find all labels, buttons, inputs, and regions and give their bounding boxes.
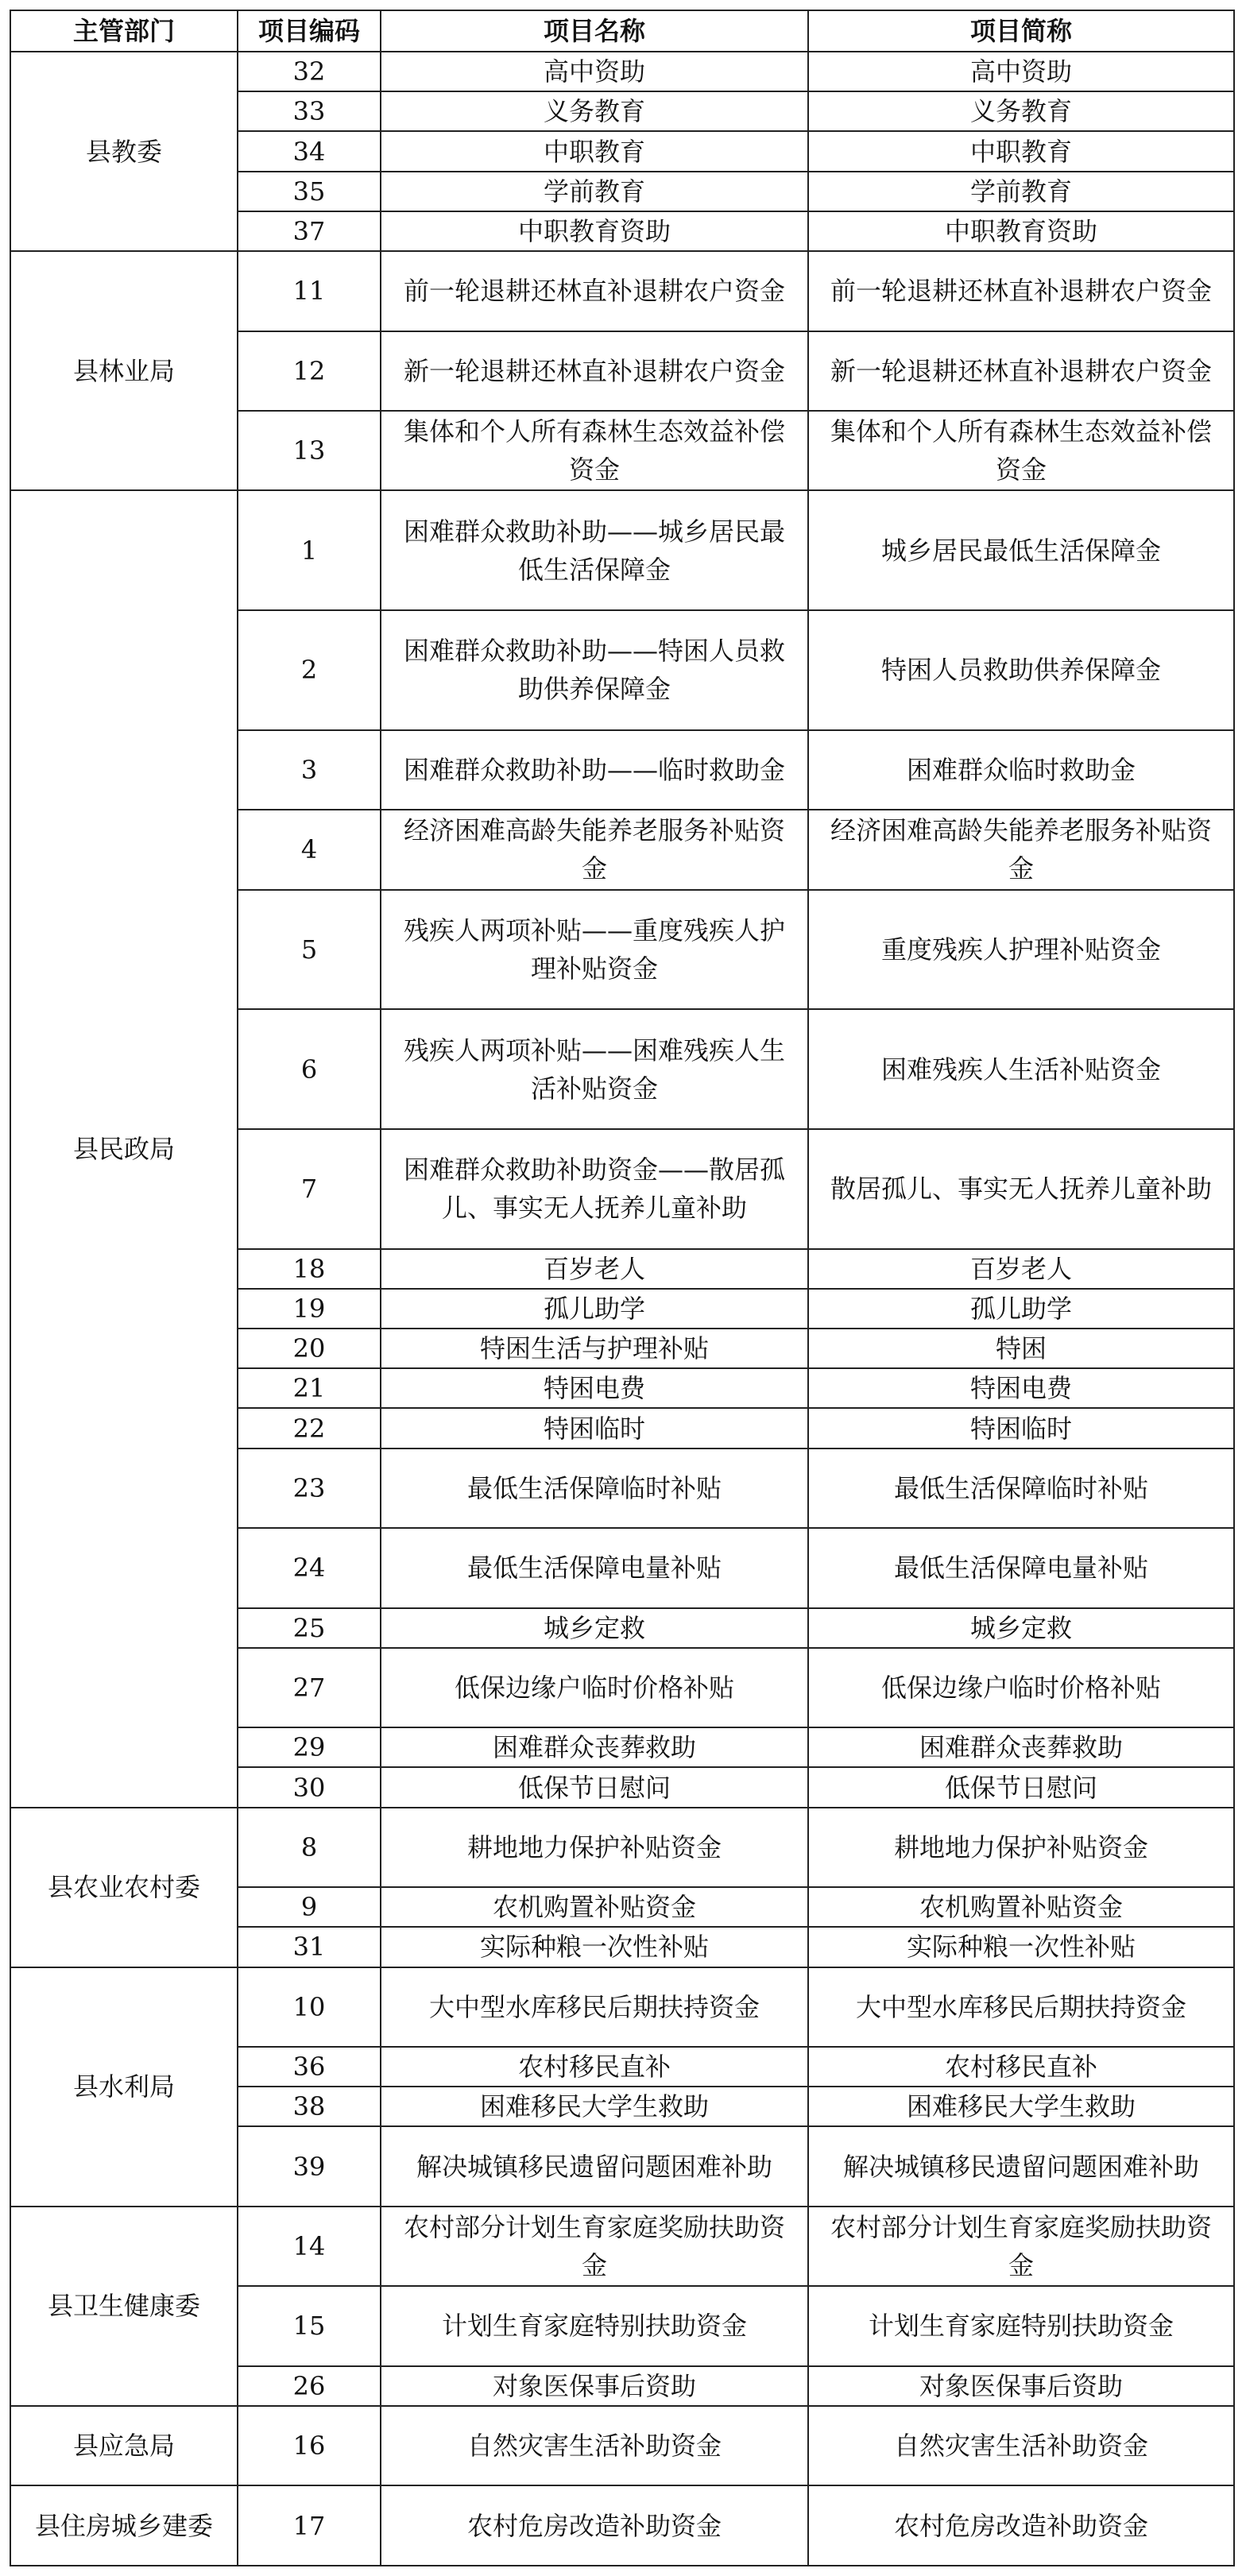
project-code-cell: 3 bbox=[238, 730, 381, 810]
project-name-cell: 学前教育 bbox=[381, 172, 808, 211]
project-code-cell: 7 bbox=[238, 1129, 381, 1249]
project-code-cell: 22 bbox=[238, 1408, 381, 1448]
project-name-cell: 农村移民直补 bbox=[381, 2047, 808, 2087]
department-cell: 县教委 bbox=[10, 52, 238, 251]
project-name-cell: 农村部分计划生育家庭奖励扶助资金 bbox=[381, 2207, 808, 2286]
table-row bbox=[10, 52, 1234, 91]
project-short-name-cell: 农机购置补贴资金 bbox=[808, 1887, 1234, 1927]
project-short-name-cell: 城乡居民最低生活保障金 bbox=[808, 490, 1234, 610]
project-short-name-cell: 义务教育 bbox=[808, 91, 1234, 131]
project-name-cell: 中职教育资助 bbox=[381, 211, 808, 251]
project-short-name-cell: 低保节日慰问 bbox=[808, 1767, 1234, 1807]
header-department: 主管部门 bbox=[10, 10, 238, 52]
department-cell: 县卫生健康委 bbox=[10, 2207, 238, 2406]
department-cell: 县林业局 bbox=[10, 251, 238, 490]
project-short-name-cell: 解决城镇移民遗留问题困难补助 bbox=[808, 2126, 1234, 2206]
project-code-cell: 21 bbox=[238, 1368, 381, 1408]
project-short-name-cell: 困难移民大学生救助 bbox=[808, 2087, 1234, 2126]
project-code-cell: 12 bbox=[238, 331, 381, 411]
department-cell: 县应急局 bbox=[10, 2406, 238, 2485]
project-name-cell: 实际种粮一次性补贴 bbox=[381, 1927, 808, 1967]
project-code-cell: 32 bbox=[238, 52, 381, 91]
project-short-name-cell: 中职教育资助 bbox=[808, 211, 1234, 251]
project-name-cell: 特困生活与护理补贴 bbox=[381, 1329, 808, 1368]
project-name-cell: 城乡定救 bbox=[381, 1608, 808, 1648]
table-row bbox=[10, 1808, 1234, 1887]
project-name-cell: 农村危房改造补助资金 bbox=[381, 2485, 808, 2566]
project-name-cell: 计划生育家庭特别扶助资金 bbox=[381, 2286, 808, 2365]
project-code-cell: 16 bbox=[238, 2406, 381, 2485]
project-short-name-cell: 农村危房改造补助资金 bbox=[808, 2485, 1234, 2566]
project-name-cell: 困难移民大学生救助 bbox=[381, 2087, 808, 2126]
project-code-cell: 1 bbox=[238, 490, 381, 610]
project-code-cell: 24 bbox=[238, 1528, 381, 1607]
project-code-cell: 6 bbox=[238, 1009, 381, 1129]
header-name: 项目名称 bbox=[381, 10, 808, 52]
project-short-name-cell: 中职教育 bbox=[808, 131, 1234, 171]
project-code-cell: 13 bbox=[238, 411, 381, 490]
project-code-cell: 4 bbox=[238, 810, 381, 889]
project-code-cell: 37 bbox=[238, 211, 381, 251]
project-name-cell: 大中型水库移民后期扶持资金 bbox=[381, 1967, 808, 2047]
project-code-cell: 39 bbox=[238, 2126, 381, 2206]
project-short-name-cell: 低保边缘户临时价格补贴 bbox=[808, 1648, 1234, 1727]
table-row bbox=[10, 1967, 1234, 2047]
project-short-name-cell: 困难残疾人生活补贴资金 bbox=[808, 1009, 1234, 1129]
project-code-cell: 11 bbox=[238, 251, 381, 331]
table-row bbox=[10, 2485, 1234, 2566]
project-code-cell: 33 bbox=[238, 91, 381, 131]
project-name-cell: 残疾人两项补贴——困难残疾人生活补贴资金 bbox=[381, 1009, 808, 1129]
project-short-name-cell: 困难群众临时救助金 bbox=[808, 730, 1234, 810]
project-code-cell: 25 bbox=[238, 1608, 381, 1648]
project-code-cell: 31 bbox=[238, 1927, 381, 1967]
project-short-name-cell: 最低生活保障电量补贴 bbox=[808, 1528, 1234, 1607]
project-name-cell: 新一轮退耕还林直补退耕农户资金 bbox=[381, 331, 808, 411]
project-short-name-cell: 新一轮退耕还林直补退耕农户资金 bbox=[808, 331, 1234, 411]
project-short-name-cell: 孤儿助学 bbox=[808, 1289, 1234, 1329]
project-code-cell: 2 bbox=[238, 610, 381, 730]
project-short-name-cell: 困难群众丧葬救助 bbox=[808, 1727, 1234, 1767]
project-short-name-cell: 实际种粮一次性补贴 bbox=[808, 1927, 1234, 1967]
project-short-name-cell: 散居孤儿、事实无人抚养儿童补助 bbox=[808, 1129, 1234, 1249]
project-short-name-cell: 最低生活保障临时补贴 bbox=[808, 1449, 1234, 1528]
project-code-cell: 5 bbox=[238, 890, 381, 1010]
department-cell: 县民政局 bbox=[10, 490, 238, 1807]
table-row bbox=[10, 2207, 1234, 2286]
project-name-cell: 特困电费 bbox=[381, 1368, 808, 1408]
project-code-cell: 8 bbox=[238, 1808, 381, 1887]
project-name-cell: 解决城镇移民遗留问题困难补助 bbox=[381, 2126, 808, 2206]
project-name-cell: 困难群众救助补助资金——散居孤儿、事实无人抚养儿童补助 bbox=[381, 1129, 808, 1249]
project-name-cell: 低保边缘户临时价格补贴 bbox=[381, 1648, 808, 1727]
project-short-name-cell: 经济困难高龄失能养老服务补贴资金 bbox=[808, 810, 1234, 889]
project-short-name-cell: 大中型水库移民后期扶持资金 bbox=[808, 1967, 1234, 2047]
project-short-name-cell: 高中资助 bbox=[808, 52, 1234, 91]
project-code-cell: 34 bbox=[238, 131, 381, 171]
project-code-cell: 9 bbox=[238, 1887, 381, 1927]
project-code-cell: 38 bbox=[238, 2087, 381, 2126]
project-code-cell: 35 bbox=[238, 172, 381, 211]
project-short-name-cell: 农村移民直补 bbox=[808, 2047, 1234, 2087]
project-name-cell: 耕地地力保护补贴资金 bbox=[381, 1808, 808, 1887]
project-name-cell: 自然灾害生活补助资金 bbox=[381, 2406, 808, 2485]
department-cell: 县农业农村委 bbox=[10, 1808, 238, 1967]
project-code-cell: 23 bbox=[238, 1449, 381, 1528]
project-short-name-cell: 耕地地力保护补贴资金 bbox=[808, 1808, 1234, 1887]
project-short-name-cell: 学前教育 bbox=[808, 172, 1234, 211]
project-name-cell: 困难群众救助补助——临时救助金 bbox=[381, 730, 808, 810]
project-name-cell: 经济困难高龄失能养老服务补贴资金 bbox=[381, 810, 808, 889]
project-code-cell: 10 bbox=[238, 1967, 381, 2047]
project-short-name-cell: 特困 bbox=[808, 1329, 1234, 1368]
table-body bbox=[10, 52, 1234, 2566]
header-code: 项目编码 bbox=[238, 10, 381, 52]
project-code-cell: 29 bbox=[238, 1727, 381, 1767]
project-name-cell: 低保节日慰问 bbox=[381, 1767, 808, 1807]
project-name-cell: 特困临时 bbox=[381, 1408, 808, 1448]
subsidy-project-table bbox=[10, 10, 1235, 2566]
project-name-cell: 中职教育 bbox=[381, 131, 808, 171]
project-code-cell: 20 bbox=[238, 1329, 381, 1368]
project-short-name-cell: 城乡定救 bbox=[808, 1608, 1234, 1648]
project-name-cell: 对象医保事后资助 bbox=[381, 2366, 808, 2406]
project-short-name-cell: 对象医保事后资助 bbox=[808, 2366, 1234, 2406]
project-code-cell: 26 bbox=[238, 2366, 381, 2406]
header-row bbox=[10, 10, 1234, 52]
project-name-cell: 高中资助 bbox=[381, 52, 808, 91]
project-name-cell: 最低生活保障临时补贴 bbox=[381, 1449, 808, 1528]
table-row bbox=[10, 490, 1234, 610]
project-code-cell: 15 bbox=[238, 2286, 381, 2365]
project-name-cell: 困难群众救助补助——城乡居民最低生活保障金 bbox=[381, 490, 808, 610]
project-name-cell: 前一轮退耕还林直补退耕农户资金 bbox=[381, 251, 808, 331]
project-code-cell: 14 bbox=[238, 2207, 381, 2286]
project-short-name-cell: 计划生育家庭特别扶助资金 bbox=[808, 2286, 1234, 2365]
project-short-name-cell: 自然灾害生活补助资金 bbox=[808, 2406, 1234, 2485]
project-code-cell: 36 bbox=[238, 2047, 381, 2087]
project-short-name-cell: 重度残疾人护理补贴资金 bbox=[808, 890, 1234, 1010]
project-code-cell: 17 bbox=[238, 2485, 381, 2566]
project-code-cell: 30 bbox=[238, 1767, 381, 1807]
table-header bbox=[10, 10, 1234, 52]
project-name-cell: 集体和个人所有森林生态效益补偿资金 bbox=[381, 411, 808, 490]
project-short-name-cell: 特困人员救助供养保障金 bbox=[808, 610, 1234, 730]
project-short-name-cell: 集体和个人所有森林生态效益补偿资金 bbox=[808, 411, 1234, 490]
project-code-cell: 19 bbox=[238, 1289, 381, 1329]
project-short-name-cell: 前一轮退耕还林直补退耕农户资金 bbox=[808, 251, 1234, 331]
header-short-name: 项目简称 bbox=[808, 10, 1234, 52]
project-short-name-cell: 特困临时 bbox=[808, 1408, 1234, 1448]
table-row bbox=[10, 251, 1234, 331]
project-short-name-cell: 百岁老人 bbox=[808, 1249, 1234, 1289]
project-code-cell: 27 bbox=[238, 1648, 381, 1727]
department-cell: 县住房城乡建委 bbox=[10, 2485, 238, 2566]
project-short-name-cell: 特困电费 bbox=[808, 1368, 1234, 1408]
project-name-cell: 农机购置补贴资金 bbox=[381, 1887, 808, 1927]
table-row bbox=[10, 2406, 1234, 2485]
project-name-cell: 百岁老人 bbox=[381, 1249, 808, 1289]
project-short-name-cell: 农村部分计划生育家庭奖励扶助资金 bbox=[808, 2207, 1234, 2286]
project-name-cell: 困难群众丧葬救助 bbox=[381, 1727, 808, 1767]
project-code-cell: 18 bbox=[238, 1249, 381, 1289]
department-cell: 县水利局 bbox=[10, 1967, 238, 2207]
project-name-cell: 义务教育 bbox=[381, 91, 808, 131]
project-name-cell: 残疾人两项补贴——重度残疾人护理补贴资金 bbox=[381, 890, 808, 1010]
project-name-cell: 孤儿助学 bbox=[381, 1289, 808, 1329]
project-name-cell: 最低生活保障电量补贴 bbox=[381, 1528, 808, 1607]
project-name-cell: 困难群众救助补助——特困人员救助供养保障金 bbox=[381, 610, 808, 730]
